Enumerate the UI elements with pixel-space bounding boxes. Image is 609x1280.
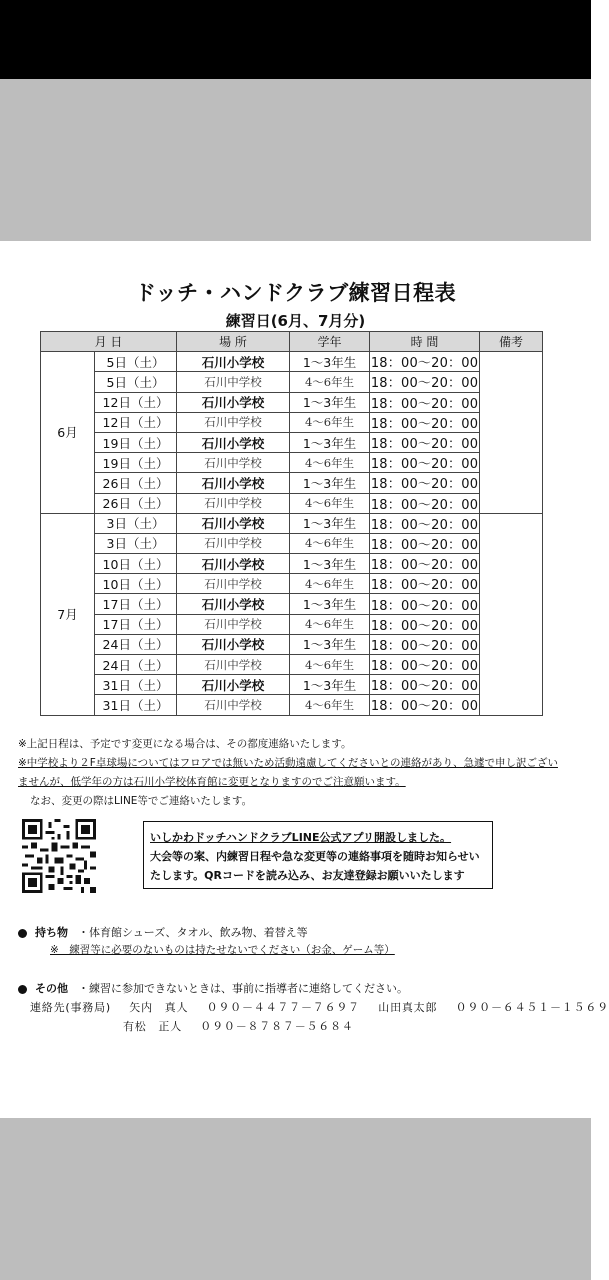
note-line-contact: なお、変更の際はLINE等でご連絡いたします。 [30, 795, 253, 807]
place-cell: 石川小学校 [177, 594, 290, 614]
date-cell: 17日（土） [95, 594, 177, 614]
place-cell: 石川中学校 [177, 412, 290, 432]
table-row [41, 513, 543, 533]
note-venue-change-1: ※中学校より２F卓球場についてはフロアでは無いため活動遠慮してくださいとの連絡があり、急遽で申し訳ござい [18, 757, 558, 769]
grade-cell: 1～3年生 [290, 594, 370, 614]
date-cell: 3日（土） [95, 513, 177, 533]
time-cell: 18：00～20：00 [370, 412, 480, 432]
time-cell: 18：00～20：00 [370, 695, 480, 715]
date-cell: 5日（土） [95, 352, 177, 372]
date-cell: 24日（土） [95, 634, 177, 654]
time-cell: 18：00～20：00 [370, 594, 480, 614]
grade-cell: 1～3年生 [290, 352, 370, 372]
time-cell: 18：00～20：00 [370, 675, 480, 695]
line-announcement-text-2: たします。QRコードを読み込み、お友達登録お願いいたします [150, 869, 465, 882]
grade-cell: 1～3年生 [290, 675, 370, 695]
table-row [41, 695, 543, 715]
grade-cell: 1～3年生 [290, 513, 370, 533]
grade-cell: 4～6年生 [290, 412, 370, 432]
table-row [41, 372, 543, 392]
header-time: 時 間 [370, 332, 480, 352]
contact-row-1 [30, 999, 609, 1015]
grade-cell: 1～3年生 [290, 392, 370, 412]
table-row [41, 493, 543, 513]
items-note: ※ 練習等に必要のないものは持たせないでください（お金、ゲーム等） [50, 944, 395, 956]
grade-cell: 4～6年生 [290, 372, 370, 392]
time-cell: 18：00～20：00 [370, 533, 480, 553]
date-cell: 12日（土） [95, 412, 177, 432]
note-schedule-change: ※上記日程は、予定です変更になる場合は、その都度連絡いたします。 [18, 738, 352, 750]
date-cell: 10日（土） [95, 574, 177, 594]
time-cell: 18：00～20：00 [370, 634, 480, 654]
contact-phone-1: ０９０－４４７７－７６９７ [206, 1001, 360, 1014]
place-cell: 石川小学校 [177, 473, 290, 493]
grade-cell: 4～6年生 [290, 695, 370, 715]
contact-label: 連絡先(事務局) [30, 1001, 111, 1014]
grade-cell: 1～3年生 [290, 554, 370, 574]
place-cell: 石川小学校 [177, 675, 290, 695]
grade-cell: 4～6年生 [290, 614, 370, 634]
place-cell: 石川中学校 [177, 695, 290, 715]
schedule-body [41, 352, 543, 715]
contact-name-3: 有松 正人 [123, 1020, 182, 1033]
place-cell: 石川小学校 [177, 392, 290, 412]
schedule-table [40, 331, 543, 716]
items-text: ・体育館シューズ、タオル、飲み物、着替え等 [78, 926, 308, 939]
table-header-row [41, 332, 543, 352]
month-cell: 6月 [41, 352, 95, 514]
grade-cell: 1～3年生 [290, 473, 370, 493]
place-cell: 石川中学校 [177, 372, 290, 392]
note-venue-change-2: ませんが、低学年の方は石川小学校体育館に変更となりますのでご注意願います。 [18, 776, 406, 788]
date-cell: 24日（土） [95, 655, 177, 675]
date-cell: 17日（土） [95, 614, 177, 634]
place-cell: 石川小学校 [177, 352, 290, 372]
table-row [41, 614, 543, 634]
table-row [41, 594, 543, 614]
remarks-cell [480, 513, 543, 715]
date-cell: 10日（土） [95, 554, 177, 574]
top-black-band [0, 0, 591, 79]
table-row [41, 432, 543, 452]
time-cell: 18：00～20：00 [370, 392, 480, 412]
line-announcement-text-1: 大会等の案、内練習日程や急な変更等の連絡事項を随時お知らせい [150, 850, 480, 863]
date-cell: 31日（土） [95, 695, 177, 715]
place-cell: 石川中学校 [177, 574, 290, 594]
qr-code-icon[interactable] [22, 819, 96, 893]
table-row [41, 533, 543, 553]
page-title: ドッチ・ハンドクラブ練習日程表 [134, 281, 457, 305]
time-cell: 18：00～20：00 [370, 554, 480, 574]
bullet-dot-icon [18, 985, 27, 994]
header-date: 月 日 [41, 332, 177, 352]
other-row [18, 980, 408, 996]
contact-phone-2: ０９０－６４５１－１５６９ [455, 1001, 609, 1014]
other-text: ・練習に参加できないときは、事前に指導者に連絡してください。 [78, 982, 408, 995]
time-cell: 18：00～20：00 [370, 473, 480, 493]
date-cell: 5日（土） [95, 372, 177, 392]
items-row [18, 924, 308, 940]
date-cell: 26日（土） [95, 473, 177, 493]
date-cell: 26日（土） [95, 493, 177, 513]
header-place: 場 所 [177, 332, 290, 352]
contact-phone-3: ０９０－８７８７－５６８４ [200, 1020, 354, 1033]
grade-cell: 4～6年生 [290, 655, 370, 675]
remarks-cell [480, 352, 543, 514]
place-cell: 石川中学校 [177, 533, 290, 553]
time-cell: 18：00～20：00 [370, 614, 480, 634]
grade-cell: 4～6年生 [290, 453, 370, 473]
table-row [41, 554, 543, 574]
table-row [41, 574, 543, 594]
table-row [41, 453, 543, 473]
line-announcement-title: いしかわドッチハンドクラブLINE公式アプリ開設しました。 [150, 831, 452, 844]
table-row [41, 412, 543, 432]
time-cell: 18：00～20：00 [370, 513, 480, 533]
contact-name-1: 矢内 真人 [129, 1001, 189, 1014]
document-page [0, 241, 609, 1118]
time-cell: 18：00～20：00 [370, 453, 480, 473]
date-cell: 19日（土） [95, 453, 177, 473]
bullet-dot-icon [18, 929, 27, 938]
contact-row-2 [123, 1018, 354, 1034]
place-cell: 石川小学校 [177, 513, 290, 533]
place-cell: 石川中学校 [177, 614, 290, 634]
time-cell: 18：00～20：00 [370, 574, 480, 594]
place-cell: 石川中学校 [177, 493, 290, 513]
header-grade: 学年 [290, 332, 370, 352]
table-row [41, 634, 543, 654]
top-grey-band [0, 79, 591, 241]
time-cell: 18：00～20：00 [370, 493, 480, 513]
table-row [41, 655, 543, 675]
table-row [41, 473, 543, 493]
place-cell: 石川中学校 [177, 655, 290, 675]
place-cell: 石川小学校 [177, 554, 290, 574]
time-cell: 18：00～20：00 [370, 352, 480, 372]
date-cell: 12日（土） [95, 392, 177, 412]
date-cell: 3日（土） [95, 533, 177, 553]
time-cell: 18：00～20：00 [370, 432, 480, 452]
date-cell: 19日（土） [95, 432, 177, 452]
grade-cell: 4～6年生 [290, 533, 370, 553]
grade-cell: 4～6年生 [290, 493, 370, 513]
contact-name-2: 山田真太郎 [378, 1001, 438, 1014]
bottom-grey-band [0, 1118, 591, 1280]
month-cell: 7月 [41, 513, 95, 715]
items-heading: 持ち物 [35, 926, 68, 939]
other-heading: その他 [35, 982, 68, 995]
table-row [41, 392, 543, 412]
place-cell: 石川小学校 [177, 634, 290, 654]
place-cell: 石川小学校 [177, 432, 290, 452]
time-cell: 18：00～20：00 [370, 655, 480, 675]
page-subtitle: 練習日(6月、7月分) [225, 312, 366, 330]
grade-cell: 1～3年生 [290, 634, 370, 654]
line-announcement-box [143, 821, 493, 889]
grade-cell: 1～3年生 [290, 432, 370, 452]
place-cell: 石川中学校 [177, 453, 290, 473]
grade-cell: 4～6年生 [290, 574, 370, 594]
header-remarks: 備考 [480, 332, 543, 352]
table-row [41, 352, 543, 372]
time-cell: 18：00～20：00 [370, 372, 480, 392]
date-cell: 31日（土） [95, 675, 177, 695]
table-row [41, 675, 543, 695]
